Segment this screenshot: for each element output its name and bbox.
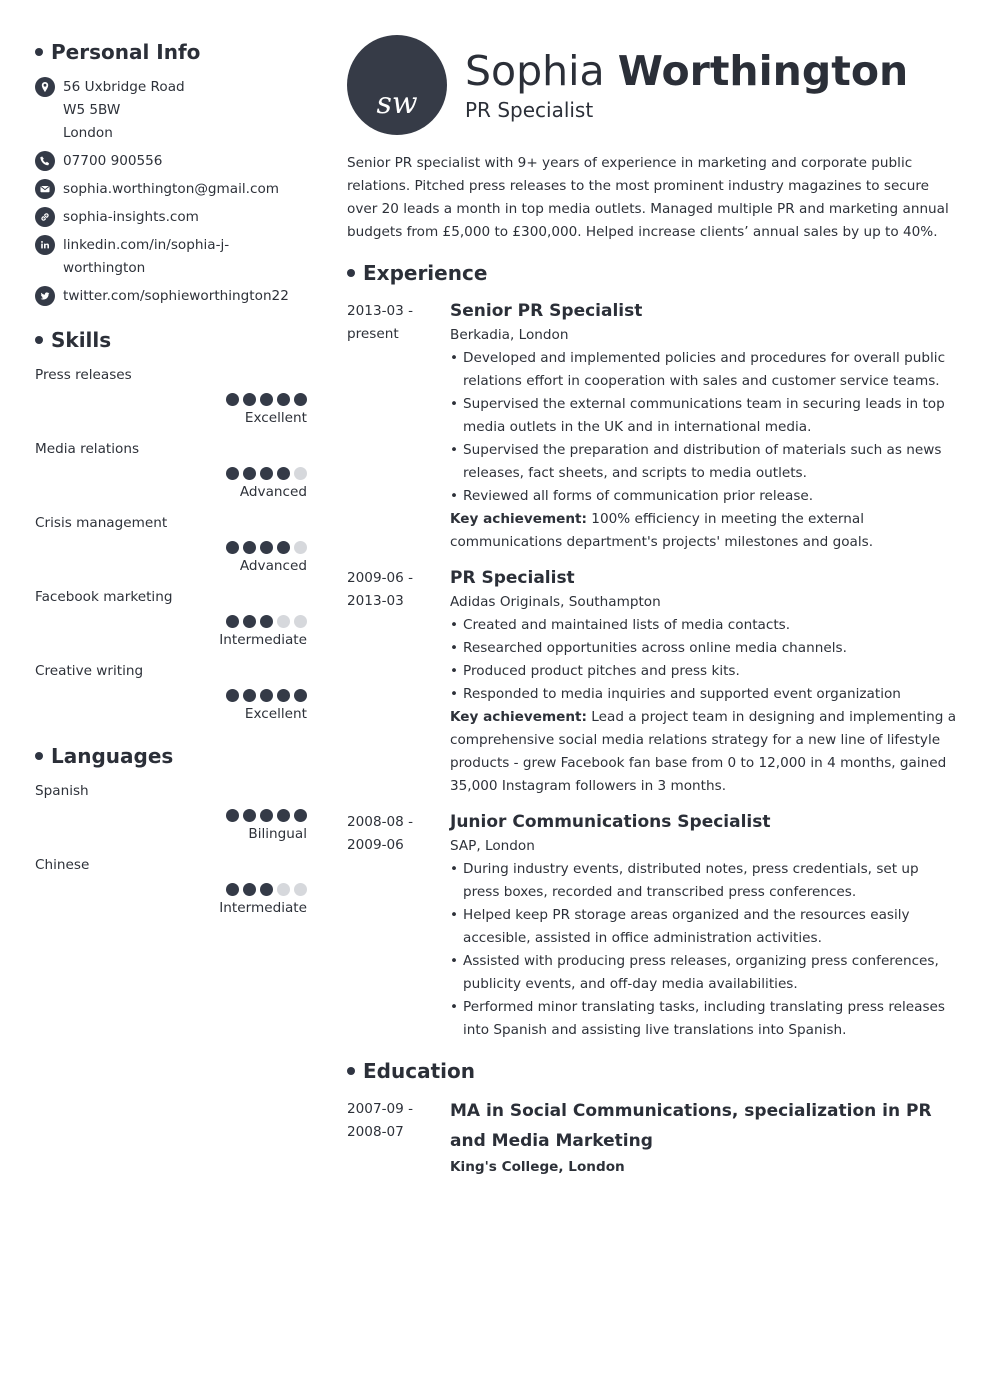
list-item: • Created and maintained lists of media contacts. xyxy=(450,614,957,637)
key-achievement-label: Key achievement: xyxy=(450,709,587,725)
language-level: Intermediate xyxy=(219,900,307,916)
job-title: PR Specialist xyxy=(465,97,594,122)
skill-item xyxy=(35,514,307,576)
rating-dot-filled xyxy=(243,467,256,480)
entry-role: PR Specialist xyxy=(450,568,575,588)
entry-body xyxy=(450,809,957,1042)
contact-website xyxy=(35,206,307,229)
entry-organization: Berkadia, London xyxy=(450,327,569,343)
rating-dot-filled xyxy=(277,467,290,480)
rating-dot-filled xyxy=(260,541,273,554)
sidebar xyxy=(35,38,307,918)
personal-info-title: Personal Info xyxy=(51,40,201,64)
heading-bullet xyxy=(35,752,43,760)
entry-date: 2009-06 - 2013-03 xyxy=(347,570,414,609)
rating-dot-filled xyxy=(260,467,273,480)
list-item: • Helped keep PR storage areas organized and the resources easily accesible, assisted in office administration activities. xyxy=(450,904,957,950)
key-achievement-text: 100% efficiency in meeting the external communications department's projects' milestones and goals. xyxy=(450,511,874,550)
list-item: • Performed minor translating tasks, including translating press releases into Spanish and assisting live translations into Spanish. xyxy=(450,996,957,1042)
key-achievement xyxy=(450,508,957,554)
rating-dot-filled xyxy=(277,689,290,702)
language-name: Spanish xyxy=(35,783,89,799)
language-item xyxy=(35,782,307,844)
rating-dot-empty xyxy=(294,467,307,480)
rating-dot-filled xyxy=(243,393,256,406)
rating-dot-filled xyxy=(294,689,307,702)
contact-address xyxy=(35,76,307,145)
language-item xyxy=(35,856,307,918)
profile-summary: Senior PR specialist with 9+ years of experience in marketing and corporate public relations. Pitched press releases to the most prominent industry magazines to secure over 20 leads a month in top media outlets. Managed multiple PR and marketing annual budgets from £5,000 to £300,000. Helped increase clients’ annual sales by up to 40%. xyxy=(347,155,949,240)
entry-organization: Adidas Originals, Southampton xyxy=(450,594,661,610)
skill-rating-dots xyxy=(35,541,307,554)
experience-entry xyxy=(347,565,957,798)
rating-dot-filled xyxy=(294,809,307,822)
skill-item xyxy=(35,662,307,724)
rating-dot-filled xyxy=(226,883,239,896)
contact-list xyxy=(35,76,307,308)
skill-level: Excellent xyxy=(244,706,307,722)
list-item: • Supervised the external communications team in securing leads in top media outlets in the UK and in international media. xyxy=(450,393,957,439)
rating-dot-filled xyxy=(226,615,239,628)
list-item: • During industry events, distributed notes, press credentials, set up press boxes, recorded and transcribed press conferences. xyxy=(450,858,957,904)
skill-level: Advanced xyxy=(239,558,307,574)
key-achievement-text: Lead a project team in designing and implementing a comprehensive social media relations strategy for a new line of lifestyle products - grew Facebook fan base from 0 to 12,000 in 4 months, gained 35,000 Instagram followers in 3 months. xyxy=(450,709,957,794)
rating-dot-filled xyxy=(294,393,307,406)
skill-name: Crisis management xyxy=(35,515,168,531)
entry-bullets xyxy=(450,347,957,508)
list-item: • Responded to media inquiries and supported event organization xyxy=(450,683,957,706)
education-degree: MA in Social Communications, specialization in PR and Media Marketing xyxy=(450,1101,932,1151)
rating-dot-empty xyxy=(294,541,307,554)
twitter-icon xyxy=(35,286,55,306)
rating-dot-filled xyxy=(260,883,273,896)
rating-dot-empty xyxy=(277,883,290,896)
heading-bullet xyxy=(35,336,43,344)
list-item: • Reviewed all forms of communication prior release. xyxy=(450,485,957,508)
linkedin-link[interactable]: linkedin.com/in/sophia-j- worthington xyxy=(63,237,230,276)
key-achievement xyxy=(450,706,957,798)
rating-dot-filled xyxy=(226,541,239,554)
heading-bullet xyxy=(35,48,43,56)
website-link[interactable]: sophia-insights.com xyxy=(63,209,199,225)
skill-rating-dots xyxy=(35,689,307,702)
skill-rating-dots xyxy=(35,467,307,480)
contact-email xyxy=(35,178,307,201)
resume-header xyxy=(347,35,957,135)
skill-level: Intermediate xyxy=(219,632,307,648)
rating-dot-filled xyxy=(277,809,290,822)
rating-dot-filled xyxy=(243,689,256,702)
phone-text[interactable]: 07700 900556 xyxy=(63,153,163,169)
list-item: • Researched opportunities across online media channels. xyxy=(450,637,957,660)
rating-dot-filled xyxy=(226,809,239,822)
skills-heading xyxy=(35,326,307,354)
rating-dot-filled xyxy=(243,809,256,822)
entry-body xyxy=(450,1096,957,1179)
language-level: Bilingual xyxy=(248,826,307,842)
phone-icon xyxy=(35,151,55,171)
skill-level: Excellent xyxy=(244,410,307,426)
location-pin-icon xyxy=(35,77,55,97)
skill-name: Creative writing xyxy=(35,663,144,679)
twitter-link[interactable]: twitter.com/sophieworthington22 xyxy=(63,288,289,304)
languages-heading xyxy=(35,742,307,770)
name-block xyxy=(465,47,908,124)
contact-phone xyxy=(35,150,307,173)
rating-dot-filled xyxy=(260,689,273,702)
entry-date: 2013-03 - present xyxy=(347,303,414,342)
skill-rating-dots xyxy=(35,393,307,406)
list-item: • Supervised the preparation and distribution of materials such as news releases, fact sheets, and scripts to media outlets. xyxy=(450,439,957,485)
entry-role: Senior PR Specialist xyxy=(450,301,643,321)
rating-dot-filled xyxy=(277,393,290,406)
skill-name: Press releases xyxy=(35,367,132,383)
language-rating-dots xyxy=(35,809,307,822)
rating-dot-filled xyxy=(260,615,273,628)
personal-info-heading xyxy=(35,38,307,66)
skill-level: Advanced xyxy=(239,484,307,500)
heading-bullet xyxy=(347,1067,355,1075)
list-item: • Assisted with producing press releases, organizing press conferences, publicity events, and off-day media availabilities. xyxy=(450,950,957,996)
entry-organization: SAP, London xyxy=(450,838,535,854)
entry-bullets xyxy=(450,858,957,1042)
list-item: • Produced product pitches and press kits. xyxy=(450,660,957,683)
full-name xyxy=(465,47,908,95)
entry-body xyxy=(450,298,957,554)
experience-title: Experience xyxy=(363,261,488,285)
skills-list xyxy=(35,366,307,724)
rating-dot-empty xyxy=(294,615,307,628)
experience-entry xyxy=(347,809,957,1042)
education-school: King's College, London xyxy=(450,1159,625,1175)
initials-avatar: sw xyxy=(347,35,447,135)
education-heading xyxy=(347,1057,957,1085)
rating-dot-filled xyxy=(243,541,256,554)
linkedin-icon xyxy=(35,235,55,255)
last-name: Worthington xyxy=(617,46,909,95)
key-achievement-label: Key achievement: xyxy=(450,511,587,527)
rating-dot-filled xyxy=(226,467,239,480)
entry-date: 2007-09 - 2008-07 xyxy=(347,1101,414,1140)
experience-entry xyxy=(347,298,957,554)
email-link[interactable]: sophia.worthington@gmail.com xyxy=(63,181,280,197)
link-icon xyxy=(35,207,55,227)
contact-linkedin xyxy=(35,234,307,280)
entry-bullets xyxy=(450,614,957,706)
skill-rating-dots xyxy=(35,615,307,628)
rating-dot-filled xyxy=(277,541,290,554)
rating-dot-empty xyxy=(294,883,307,896)
education-entry xyxy=(347,1096,957,1179)
skill-item xyxy=(35,440,307,502)
skill-item xyxy=(35,588,307,650)
rating-dot-filled xyxy=(226,393,239,406)
heading-bullet xyxy=(347,269,355,277)
language-rating-dots xyxy=(35,883,307,896)
experience-heading xyxy=(347,259,957,287)
entry-body xyxy=(450,565,957,798)
list-item: • Developed and implemented policies and procedures for overall public relations effort in cooperation with sales and customer service teams. xyxy=(450,347,957,393)
rating-dot-filled xyxy=(226,689,239,702)
email-icon xyxy=(35,179,55,199)
skills-title: Skills xyxy=(51,328,112,352)
skill-name: Media relations xyxy=(35,441,140,457)
rating-dot-filled xyxy=(260,809,273,822)
skill-name: Facebook marketing xyxy=(35,589,173,605)
entry-date: 2008-08 - 2009-06 xyxy=(347,814,414,853)
main-content xyxy=(347,35,957,1179)
languages-title: Languages xyxy=(51,744,174,768)
languages-list xyxy=(35,782,307,918)
rating-dot-filled xyxy=(243,883,256,896)
rating-dot-filled xyxy=(243,615,256,628)
education-title: Education xyxy=(363,1059,475,1083)
first-name: Sophia xyxy=(465,46,605,95)
address-text: 56 Uxbridge Road W5 5BW London xyxy=(63,79,185,141)
rating-dot-filled xyxy=(260,393,273,406)
language-name: Chinese xyxy=(35,857,90,873)
rating-dot-empty xyxy=(277,615,290,628)
skill-item xyxy=(35,366,307,428)
entry-role: Junior Communications Specialist xyxy=(450,812,771,832)
contact-twitter xyxy=(35,285,307,308)
